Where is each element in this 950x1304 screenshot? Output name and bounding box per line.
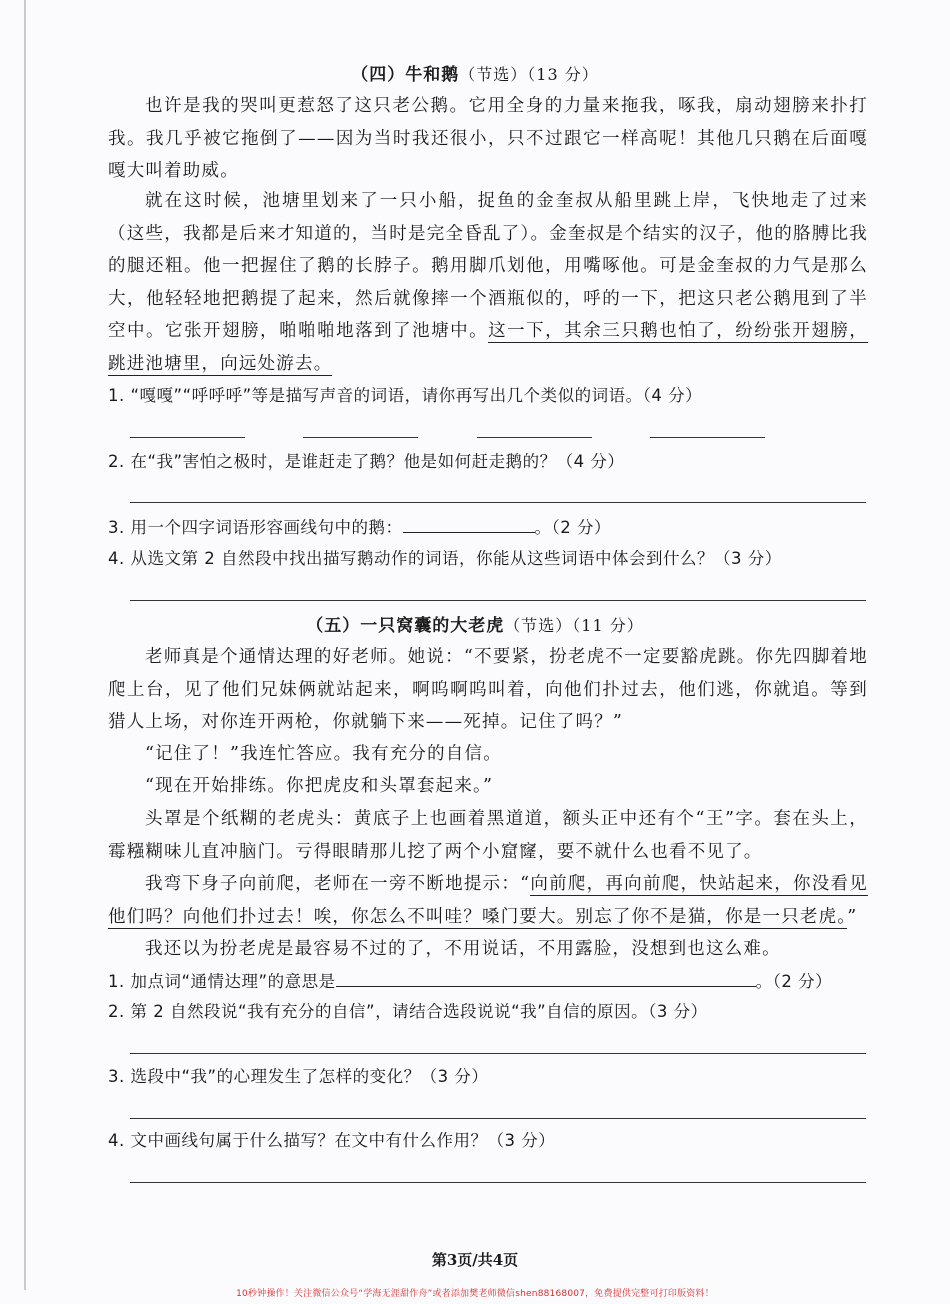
promo-notice: 10秒钟操作！关注微信公众号“学海无涯甜作舟”或者添加樊老师微信shen88168007，免费提供完整可打印版资料！ — [236, 1289, 714, 1299]
answer-blank-3[interactable] — [477, 437, 592, 438]
answer-line-s4-q2[interactable] — [130, 502, 866, 503]
answer-blank-4[interactable] — [650, 437, 765, 438]
section-5-paragraph-2: “记住了！”我连忙答应。我有充分的自信。 — [145, 744, 502, 764]
section-4-question-3-text: 3. 用一个四字词语形容画线句中的鹅： — [108, 518, 403, 537]
answer-line-s4-q4[interactable] — [130, 600, 866, 601]
section-5-underlined-sentence: 向前爬，再向前爬，快站起来，你没看见他们吗？向他们扑过去！唉，你怎么不叫哇？嗓门要大。别忘了你不是猫，你是一只老虎。 — [108, 874, 868, 927]
section-5-title — [0, 611, 950, 636]
section-4-title-main: （四）牛和鹅 — [351, 65, 460, 85]
section-5-subtitle: （节选）（11 分） — [504, 616, 644, 635]
section-4-subtitle: （节选）（13 分） — [459, 65, 599, 84]
answer-blank-2[interactable] — [303, 437, 418, 438]
section-4-paragraph-2-text: 就在这时候，池塘里划来了一只小船，捉鱼的金奎叔从船里跳上岸，飞快地走了过来（这些，我都是后来才知道的，当时是完全昏乱了）。金奎叔是个结实的汉子，他的胳膊比我的腿还粗。他一把握住了鹅的长脖子。鹅用脚爪划他，用嘴啄他。可是金奎叔的力气是那么大，他轻轻地把鹅提了起来，然后就像摔一个酒瓶似的，呼的一下，把这只老公鹅甩到了半空中。它张开翅膀，啪啪啪地落到了池塘中。 — [108, 191, 868, 341]
section-5-title-main: （五）一只窝囊的大老虎 — [306, 616, 505, 636]
section-5-question-1-score: 。（2 分） — [755, 972, 833, 991]
section-5-paragraph-3: “现在开始排练。你把虎皮和头罩套起来。” — [145, 776, 494, 796]
page-edge — [24, 0, 26, 1290]
section-5-question-3: 3. 选段中“我”的心理发生了怎样的变化？（3 分） — [108, 1067, 489, 1086]
section-5-paragraph-4: 头罩是个纸糊的老虎头：黄底子上也画着黑道道，额头正中还有个“王”字。套在头上，霉糨糊味儿直冲脑门。亏得眼睛那儿挖了两个小窟窿，要不就什么也看不见了。 — [108, 809, 868, 862]
section-5-question-1-text: 1. 加点词“通情达理”的意思是 — [108, 972, 336, 991]
page-number: 第3页/共4页 — [431, 1251, 519, 1269]
section-5-paragraph-6: 我还以为扮老虎是最容易不过的了，不用说话，不用露脸，没想到也这么难。 — [145, 939, 781, 959]
section-4-question-4: 4. 从选文第 2 自然段中找出描写鹅动作的词语，你能从这些词语中体会到什么？（3 分） — [108, 549, 782, 568]
section-4-question-1: 1. “嘎嘎”“呼呼呼”等是描写声音的词语，请你再写出几个类似的词语。（4 分） — [108, 386, 703, 405]
section-4-title — [0, 60, 950, 85]
answer-blank-1[interactable] — [130, 437, 245, 438]
section-4-paragraph-1: 也许是我的哭叫更惹怒了这只老公鹅。它用全身的力量来拖我，啄我，扇动翅膀来扑打我。我几乎被它拖倒了——因为当时我还很小，只不过跟它一样高呢！其他几只鹅在后面嘎嘎大叫着助威。 — [108, 96, 868, 181]
section-4-question-2: 2. 在“我”害怕之极时，是谁赶走了鹅？他是如何赶走鹅的？（4 分） — [108, 452, 625, 471]
section-5-question-1 — [108, 968, 868, 994]
section-5-closing-quote: ” — [847, 906, 858, 927]
answer-line-s5-q2[interactable] — [130, 1053, 866, 1054]
section-4-underlined-sentence: 这一下，其余三只鹅也怕了，纷纷张开翅膀，跳进池塘里，向远处游去。 — [108, 321, 869, 374]
section-5-paragraph-5-text: 我弯下身子向前爬，老师在一旁不断地提示：“ — [145, 874, 531, 894]
section-5-paragraph-5 — [108, 868, 868, 933]
section-4-question-3 — [108, 514, 868, 540]
answer-blank-s5-q1[interactable] — [336, 968, 756, 987]
answer-line-s5-q4[interactable] — [130, 1182, 866, 1183]
section-4-paragraph-2 — [108, 185, 868, 380]
section-5-question-2: 2. 第 2 自然段说“我有充分的自信”，请结合选段说说“我”自信的原因。（3 分） — [108, 1002, 708, 1021]
answer-line-s5-q3[interactable] — [130, 1118, 866, 1119]
section-5-question-4: 4. 文中画线句属于什么描写？在文中有什么作用？（3 分） — [108, 1131, 556, 1150]
answer-blank-s4-q3[interactable] — [403, 514, 535, 533]
section-5-paragraph-1: 老师真是个通情达理的好老师。她说：“不要紧，扮老虎不一定要豁虎跳。你先四脚着地爬上台，见了他们兄妹俩就站起来，啊呜啊呜叫着，向他们扑过去，他们逃，你就追。等到猎人上场，对你连开两枪，你就躺下来——死掉。记住了吗？” — [108, 647, 868, 732]
section-4-question-3-score: 。（2 分） — [534, 518, 611, 537]
